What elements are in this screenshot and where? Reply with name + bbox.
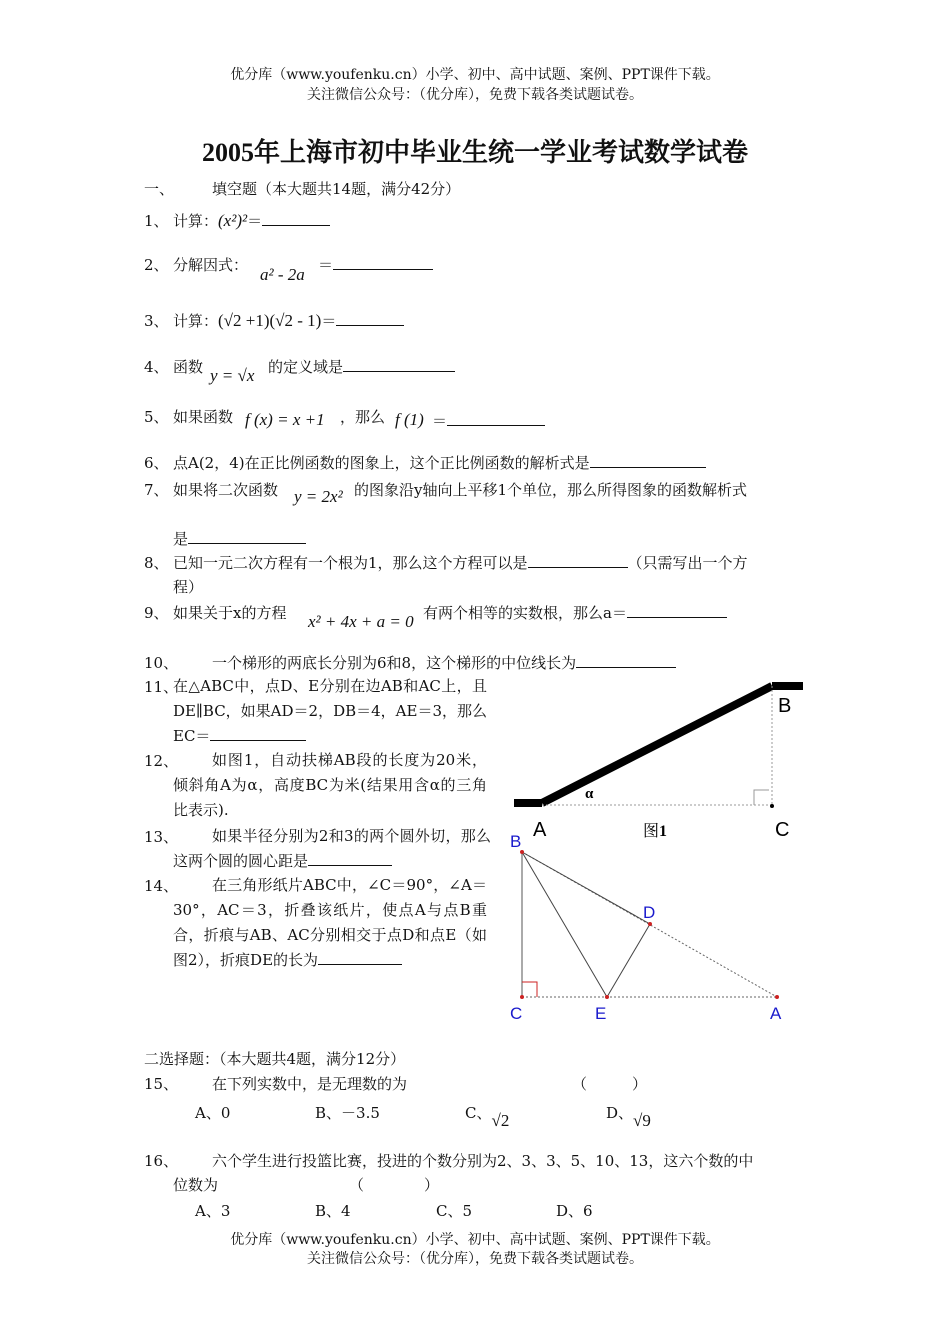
q5-label: 如果函数	[173, 408, 234, 426]
q1-num: 1、	[144, 212, 169, 230]
q10-answer-blank[interactable]	[576, 653, 676, 668]
q11-label: 在△ABC中，点D、E分别在边AB和AC上，且DE∥BC，如果AD＝2，DB＝4，AE＝3，那么EC＝	[173, 677, 488, 745]
fig1-right-angle	[754, 790, 769, 805]
q16-num: 16、	[144, 1152, 179, 1170]
fig2-point-c	[520, 995, 524, 999]
q8-text3: 程）	[173, 578, 204, 596]
q5-eq: ＝	[432, 412, 448, 430]
q1-text	[173, 210, 330, 231]
q15-option-a[interactable]: A、0	[195, 1104, 231, 1122]
q13-num: 13、	[144, 828, 179, 846]
fig2-point-d	[648, 922, 652, 926]
header-line-1: 优分库（www.youfenku.cn）小学、初中、高中试题、案例、PPT课件下载。	[230, 67, 720, 83]
fig1-label-alpha: α	[585, 786, 594, 802]
fig2-point-e	[605, 995, 609, 999]
q3-num: 3、	[144, 312, 169, 330]
q15-paren[interactable]: （ ）	[572, 1075, 648, 1093]
q1-expr: (x²)²	[218, 211, 248, 230]
section1-num: 一、	[144, 180, 175, 198]
q6-text	[173, 452, 706, 473]
q7-cont	[173, 528, 306, 549]
q5-num: 5、	[144, 408, 169, 426]
q15-option-d[interactable]	[606, 1102, 651, 1130]
q4-after	[268, 356, 455, 377]
q3-expr: (√2 +1)(√2 - 1)	[218, 311, 322, 330]
fig1-label-c: C	[775, 819, 790, 841]
q16-option-c[interactable]: C、5	[436, 1202, 473, 1220]
q4-expr: y = √x	[210, 366, 255, 385]
fig1-point-c	[770, 804, 774, 808]
q15-option-c-label: C、	[465, 1104, 492, 1122]
q10-label: 一个梯形的两底长分别为6和8，这个梯形的中位线长为	[212, 654, 577, 672]
q3-label: 计算：	[173, 312, 219, 330]
q6-answer-blank[interactable]	[590, 453, 706, 468]
figure-2	[505, 830, 815, 1030]
q15-option-d-label: D、	[606, 1104, 634, 1122]
fig2-right-angle	[522, 982, 537, 997]
q2-label: 分解因式：	[173, 256, 249, 274]
q16-text2: 位数为	[173, 1176, 219, 1194]
q4-num: 4、	[144, 358, 169, 376]
q8-text2: （只需写出一个方	[627, 554, 748, 572]
fig1-label-b: B	[778, 695, 792, 717]
q13-answer-blank[interactable]	[308, 851, 392, 866]
q11-answer-blank[interactable]	[210, 726, 306, 741]
page-title: 2005年上海市初中毕业生统一学业考试数学试卷	[201, 138, 748, 167]
q8-answer-blank[interactable]	[528, 553, 628, 568]
q7-text1: 如果将二次函数	[173, 481, 279, 499]
q14-num: 14、	[144, 877, 179, 895]
q9-text1: 如果关于x的方程	[173, 604, 287, 622]
q9-expr: x² + 4x + a = 0	[308, 612, 414, 631]
q13-label: 如果半径分别为2和3的两个圆外切，那么这两个圆的圆心距是	[173, 827, 491, 870]
q5-answer	[432, 410, 545, 431]
q5-expr1: f (x) = x +1	[245, 410, 325, 429]
q16-option-b[interactable]: B、4	[315, 1202, 351, 1220]
fig1-caption-num: 1	[659, 823, 668, 840]
q2-eq: ＝	[318, 256, 334, 274]
q12-text: 如图1，自动扶梯AB段的长度为20米，倾斜角A为α，高度BC为米(结果用含α的三角比表示).	[173, 751, 487, 819]
q7-answer-blank[interactable]	[188, 529, 306, 544]
q14-label: 在三角形纸片ABC中，∠C＝90°，∠A＝30°，AC＝3，折叠该纸片，使点A与点B重合，折痕与AB、AC分别相交于点D和点E（如图2），折痕DE的长为	[173, 876, 487, 969]
q8-num: 8、	[144, 554, 169, 572]
q16-text1: 六个学生进行投篮比赛，投进的个数分别为2、3、3、5、10、13，这六个数的中	[212, 1152, 754, 1170]
q6-num: 6、	[144, 454, 169, 472]
q15-option-c[interactable]	[465, 1102, 510, 1130]
q14-answer-blank[interactable]	[318, 950, 402, 965]
q9-after	[423, 602, 727, 623]
q16-option-a[interactable]: A、3	[195, 1202, 231, 1220]
fig2-fold-bd	[522, 852, 650, 924]
q15-option-b[interactable]: B、－3.5	[315, 1104, 380, 1122]
fig2-fold-be	[522, 852, 607, 997]
q7-text3: 是	[173, 530, 189, 548]
q15-option-d-math: √9	[633, 1111, 651, 1130]
q9-text2: 有两个相等的实数根，那么a＝	[423, 604, 627, 622]
q2-expr: a² - 2a	[260, 265, 305, 284]
fig1-escalator	[542, 686, 772, 803]
q9-num: 9、	[144, 604, 169, 622]
q3-eq: ＝	[321, 312, 337, 330]
q16-option-d[interactable]: D、6	[556, 1202, 593, 1220]
q5-mid: ，那么	[340, 408, 386, 426]
q1-answer-blank[interactable]	[262, 211, 330, 226]
figure-1	[505, 670, 815, 845]
q11-text	[173, 674, 487, 749]
fig2-label-c: C	[510, 1004, 523, 1023]
header-line-2: 关注微信公众号：（优分库），免费下载各类试题试卷。	[307, 87, 643, 103]
fig2-crease-de	[607, 924, 650, 997]
fig2-label-e: E	[595, 1004, 607, 1023]
q5-answer-blank[interactable]	[447, 411, 545, 426]
q7-num: 7、	[144, 481, 169, 499]
q7-expr: y = 2x²	[294, 487, 343, 506]
footer-line-2: 关注微信公众号：（优分库），免费下载各类试题试卷。	[307, 1251, 643, 1267]
q1-label: 计算：	[173, 212, 219, 230]
fig1-caption-text: 图	[643, 823, 660, 840]
q7-text2: 的图象沿y轴向上平移1个单位，那么所得图象的函数解析式	[354, 481, 748, 499]
q3-answer-blank[interactable]	[336, 311, 404, 326]
q8-text1: 已知一元二次方程有一个根为1，那么这个方程可以是	[173, 554, 528, 572]
q2-num: 2、	[144, 256, 169, 274]
q4-label: 函数	[173, 358, 204, 376]
footer-line-1: 优分库（www.youfenku.cn）小学、初中、高中试题、案例、PPT课件下载。	[230, 1232, 720, 1248]
q10-num: 10、	[144, 654, 179, 672]
fig2-point-a	[775, 995, 779, 999]
q1-eq: ＝	[247, 212, 263, 230]
fig2-label-a: A	[770, 1004, 782, 1023]
section1-title: 填空题（本大题共14题，满分42分）	[212, 180, 461, 198]
section2-title: 二选择题：（本大题共4题，满分12分）	[144, 1050, 406, 1068]
fig2-label-b: B	[510, 832, 522, 851]
q14-text	[173, 873, 487, 973]
q12-num: 12、	[144, 752, 179, 770]
q15-text: 在下列实数中，是无理数的为	[212, 1075, 408, 1093]
q15-option-c-math: √2	[491, 1111, 510, 1130]
q6-label: 点A(2，4)在正比例函数的图象上，这个正比例函数的解析式是	[173, 454, 590, 472]
q11-num: 11、	[144, 678, 179, 696]
fig2-label-d: D	[643, 903, 656, 922]
q2-answer-blank[interactable]	[333, 255, 433, 270]
q4-answer-blank[interactable]	[343, 357, 455, 372]
q8-line1	[173, 552, 748, 573]
q2-answer	[318, 254, 433, 275]
fig1-label-a: A	[533, 819, 547, 841]
q9-answer-blank[interactable]	[627, 603, 727, 618]
q15-num: 15、	[144, 1075, 179, 1093]
q16-paren[interactable]: （ ）	[349, 1176, 440, 1194]
q5-expr2: f (1)	[395, 410, 424, 429]
q3-text	[173, 310, 404, 331]
q4-after-text: 的定义域是	[268, 358, 344, 376]
q13-text	[173, 824, 491, 874]
